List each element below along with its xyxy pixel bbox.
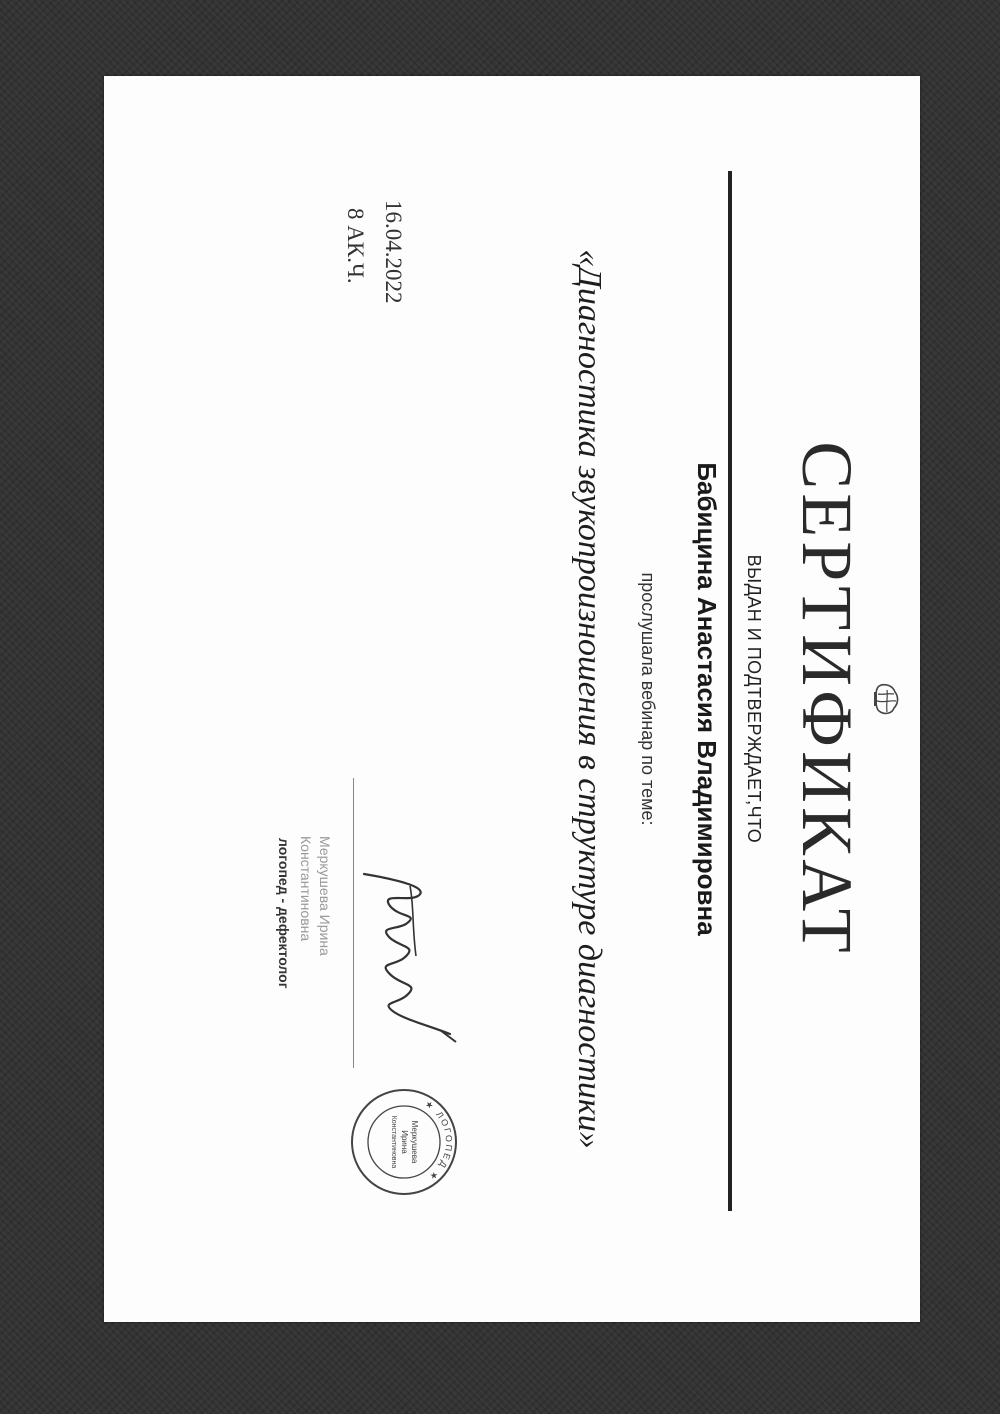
certificate-date: 16.04.2022 bbox=[381, 200, 406, 304]
webinar-topic: «Диагностика звукопроизношения в структуре диагностики» bbox=[571, 249, 608, 1149]
certificate-title: СЕРТИФИКАТ bbox=[787, 441, 867, 957]
certificate-subtitle: ВЫДАН И ПОДТВЕРЖДАЕТ,ЧТО bbox=[744, 554, 764, 844]
svg-text:★ ЛОГОПЕД ★: ★ ЛОГОПЕД ★ bbox=[423, 1098, 455, 1184]
round-stamp bbox=[348, 1086, 460, 1198]
svg-text:Меркушева: Меркушева bbox=[410, 1120, 419, 1164]
signature-line bbox=[353, 778, 354, 1068]
handwritten-signature bbox=[350, 866, 460, 1046]
intro-text: прослушала вебинар по теме: bbox=[638, 572, 658, 826]
svg-text:Константиновна: Константиновна bbox=[390, 1115, 397, 1169]
svg-text:Ирина: Ирина bbox=[400, 1130, 409, 1154]
certificate-sheet bbox=[104, 76, 920, 1322]
brain-logo-icon bbox=[872, 682, 900, 716]
divider-line bbox=[728, 171, 732, 1211]
signer-name: Меркушева Ирина Константиновна bbox=[298, 836, 333, 956]
academic-hours: 8 АК.Ч. bbox=[343, 208, 368, 284]
signer-role: логопед - дефектолог bbox=[276, 838, 292, 989]
certificate-content bbox=[104, 76, 920, 1322]
recipient-name: Бабицина Анастасия Владимировна bbox=[692, 462, 722, 936]
